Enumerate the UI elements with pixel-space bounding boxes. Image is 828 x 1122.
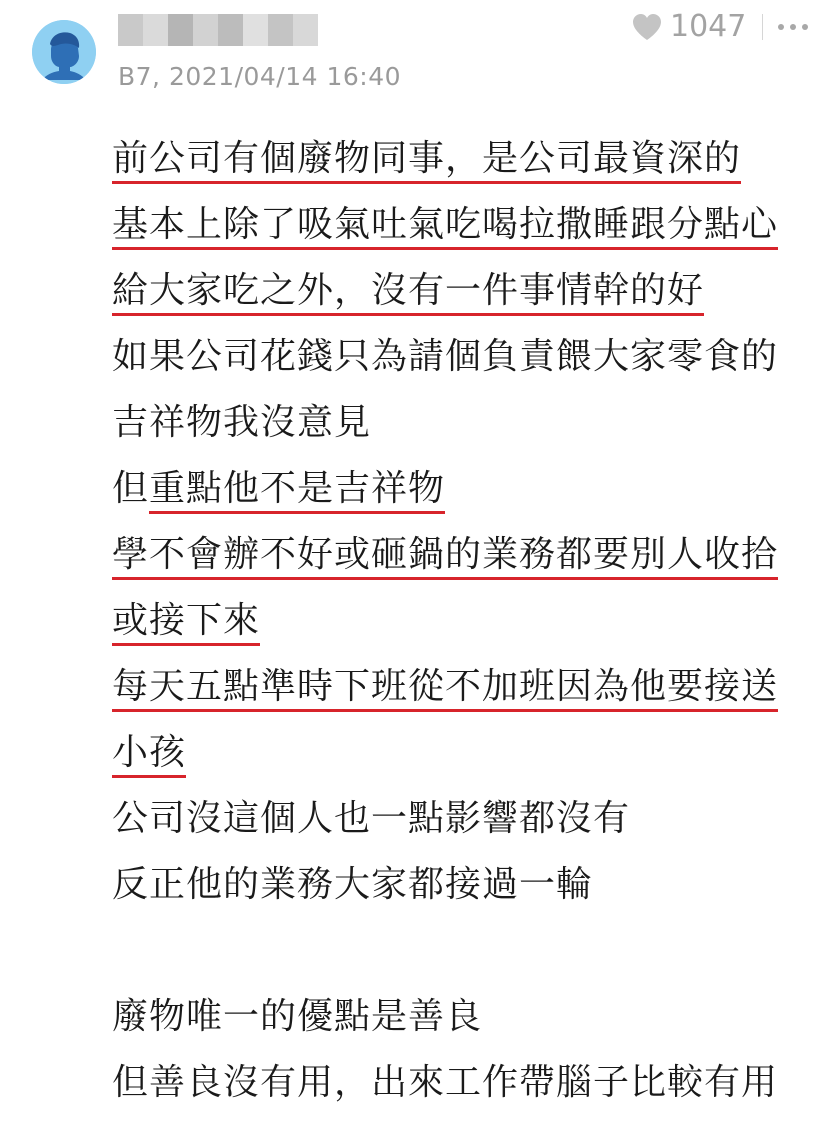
post-line bbox=[112, 724, 812, 790]
underlined-text: 重點他不是吉祥物 bbox=[149, 468, 445, 514]
post-header bbox=[0, 0, 828, 110]
heart-icon bbox=[632, 13, 662, 41]
line-text: 吉祥物我沒意見 bbox=[112, 402, 372, 443]
post-line bbox=[112, 1054, 812, 1120]
post-line bbox=[112, 790, 812, 856]
line-text: 廢物唯一的優點是善良 bbox=[112, 996, 483, 1037]
line-text: 但 bbox=[112, 468, 150, 509]
line-text: 如果公司花錢只為請個負責餵大家零食的 bbox=[112, 336, 779, 377]
underlined-text: 基本上除了吸氣吐氣吃喝拉撒睡跟分點心 bbox=[112, 204, 778, 250]
line-text: 但善良沒有用，出來工作帶腦子比較有用 bbox=[112, 1062, 779, 1103]
post-line bbox=[112, 592, 812, 658]
post-line bbox=[112, 328, 812, 394]
post-line bbox=[112, 658, 812, 724]
username-redacted bbox=[118, 14, 318, 46]
underlined-text: 每天五點準時下班從不加班因為他要接送 bbox=[112, 666, 778, 712]
post-body bbox=[112, 130, 812, 1120]
line-text: 反正他的業務大家都接過一輪 bbox=[112, 864, 594, 905]
line-text: 公司沒這個人也一點影響都沒有 bbox=[112, 798, 631, 839]
post-line bbox=[112, 526, 812, 592]
post-line bbox=[112, 262, 812, 328]
post-line bbox=[112, 988, 812, 1054]
post-meta: B7, 2021/04/14 16:40 bbox=[118, 62, 402, 91]
post-line bbox=[112, 196, 812, 262]
underlined-text: 小孩 bbox=[112, 732, 186, 778]
like-button[interactable] bbox=[632, 10, 746, 44]
underlined-text: 給大家吃之外，沒有一件事情幹的好 bbox=[112, 270, 704, 316]
post-line bbox=[112, 856, 812, 922]
underlined-text: 或接下來 bbox=[112, 600, 260, 646]
underlined-text: 學不會辦不好或砸鍋的業務都要別人收拾 bbox=[112, 534, 778, 580]
more-dots-icon[interactable] bbox=[778, 10, 808, 44]
post-line bbox=[112, 922, 812, 988]
person-silhouette-icon bbox=[32, 20, 96, 84]
like-count: 1047 bbox=[670, 9, 747, 44]
underlined-text: 前公司有個廢物同事，是公司最資深的 bbox=[112, 138, 741, 184]
avatar[interactable] bbox=[32, 20, 96, 84]
post-line bbox=[112, 394, 812, 460]
header-divider bbox=[762, 14, 763, 40]
post-line bbox=[112, 460, 812, 526]
post-line bbox=[112, 130, 812, 196]
